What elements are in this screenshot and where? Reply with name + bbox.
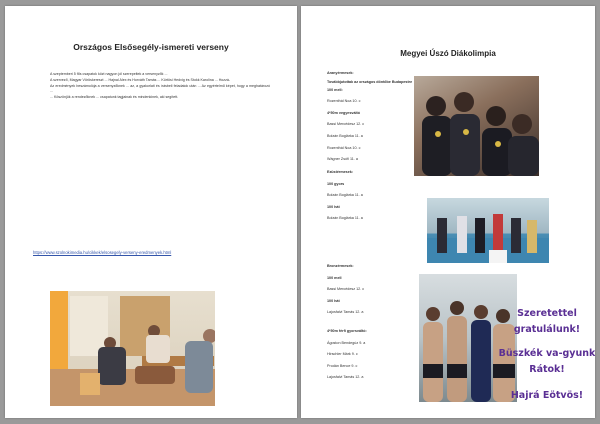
silver-results [327,167,427,225]
competition-title: Országos Elsősegély-ismereti verseny [73,42,229,52]
event-label: 100 hát [327,204,340,209]
slogan-congrats: Szeretettel gratulálunk! [513,308,581,335]
winner: Hirschler Márk 9. c [327,352,358,357]
winner: Prodán Bence 9. c [327,363,358,368]
left-page [5,6,297,418]
results-heading: Ezüstérmesek: [327,170,354,174]
results-heading: 4*50m férfi gyorsváltó: [327,329,367,333]
slogan-cheer: Hajrá Eötvös! [510,390,584,401]
article-paragraph: A szervező, Magyar Vöröskereszt ... Hajnal Alex és Horváth Tamás ... Kürtösi Hedvig és Stokk Karolina ... Hozzá- [50,77,231,82]
relay-team-photo [419,274,517,402]
event-label: 100 mell: [327,87,343,92]
article-paragraph: Az eredmények beszámolója a versenyzőknek ... az, a gyakorlati és írásbeli feladatok után ... Az egyértelmű képet, hogy a meghatározó ... [50,83,270,94]
bronze-results [327,261,427,319]
event-label: 100 gyors [327,181,345,186]
winner: Bassi Mercédesz 12. c [327,287,365,292]
relay-results [327,326,427,384]
article-body [50,72,270,101]
swimming-title: Megyei Úszó Diákolimpia [400,49,496,58]
winner: Bolzán Boglárka 11. a [327,216,363,221]
gold-results [327,68,427,166]
winner: Wágner Zsófi 11. a [327,157,358,162]
winner: Ágoston Bendegúz 9. a [327,340,366,345]
winner: Rozenthál Noa 10. c [327,99,361,104]
slogan-proud: Büszkék va-gyunk Rátok! [498,348,595,375]
results-heading: Aranyérmesek: [327,71,354,75]
winner: Bolzán Boglárka 11. a [327,193,363,198]
first-aid-photo [50,291,215,406]
winner: Bassi Mercédesz 12. c [327,122,365,127]
winner: Bolzán Boglárka 11. a [327,133,363,138]
event-label: 100 mell [327,275,342,280]
event-label: 4*50m vegyesváltó [327,110,361,115]
silver-podium-photo [427,198,549,263]
winner: Rozenthál Noa 10. c [327,145,361,150]
right-page [301,6,595,418]
results-subheading: Továbbjutottak az országos döntőbe Budapestre [327,79,413,84]
gold-team-photo [414,76,539,176]
article-link[interactable]: https://www.szolnokimedia.hu/cikkek/elsosegely-verseny-eredmenyek.html [33,250,172,255]
article-paragraph: ... Köszönjük a rendezőknek ... csapatunk tagjainak és mindenkinek, aki segített. [50,95,179,100]
winner: Lajosfalvi Tamás 12. a [327,375,364,380]
article-paragraph: A szeptemberi 5 fős csapatok közt nagyon jól szerepeltek a versenyzők ... [50,72,168,76]
results-heading: Bronzérmesek: [327,264,354,268]
event-label: 100 hát [327,298,340,303]
winner: Lajosfalvi Tamás 12. a [327,310,364,315]
